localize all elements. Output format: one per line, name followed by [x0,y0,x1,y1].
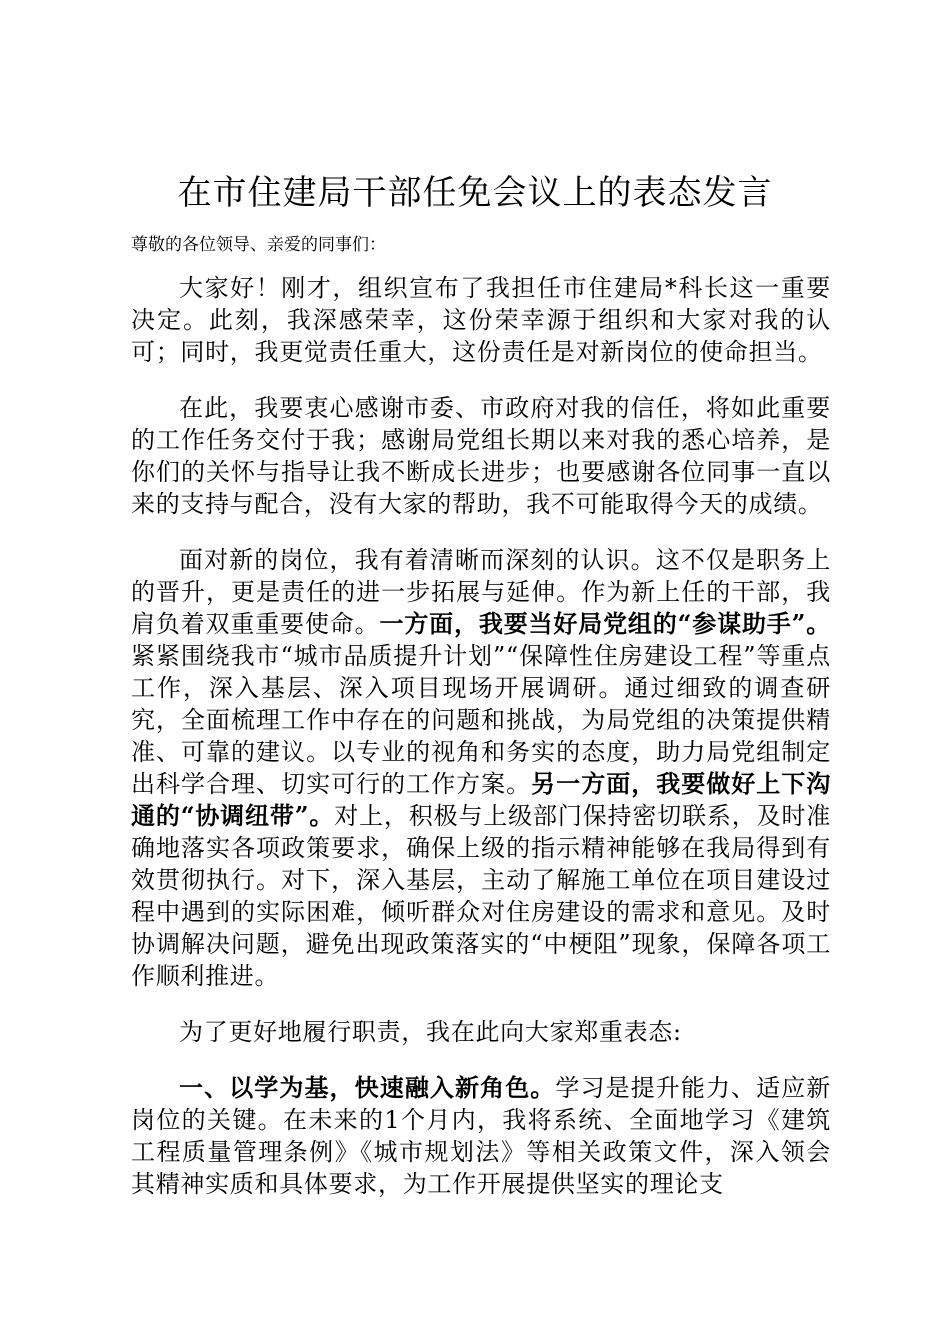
body-paragraph [131,272,831,368]
salutation: 尊敬的各位领导、亲爱的同事们： [131,235,386,255]
paragraph-text: 紧紧围绕我市“城市品质提升计划”“保障性住房建设工程”等重点工作，深入基层、深入项目现场开展调研。通过细致的调查研究，全面梳理工作中存在的问题和挑战，为局党组的决策提供精准、可靠的建议。以专业的视角和务实的态度，助力局党组制定出科学合理、切实可行的工作方案。 [131,642,831,798]
paragraph-text: 学习是提升能力、适应新岗位的关键。在未来的1个月内，我将系统、全面地学习《建筑工程质量管理条例》《城市规划法》等相关政策文件，深入领会其精神实质和具体要求，为工作开展提供坚实的理论支 [131,1074,832,1198]
body-paragraph [131,392,831,520]
document-body [131,272,831,1224]
paragraph-text: 大家好！刚才，组织宣布了我担任市住建局*科长这一重要决定。此刻，我深感荣幸，这份荣幸源于组织和大家对我的认可；同时，我更觉责任重大，这份责任是对新岗位的使命担当。 [131,274,831,366]
paragraph-text: 在此，我要衷心感谢市委、市政府对我的信任，将如此重要的工作任务交付于我；感谢局党组长期以来对我的悉心培养，是你们的关怀与指导让我不断成长进步；也要感谢各位同事一直以来的支持与配合，没有大家的帮助，我不可能取得今天的成绩。 [131,394,831,518]
body-paragraph [131,1016,831,1048]
body-paragraph [131,1072,831,1200]
bold-heading-text: 一方面，我要当好局党组的“参谋助手”。 [379,609,831,638]
bold-heading-text: 另一方面，我要做好上下沟通的“协调纽带”。 [131,769,831,830]
paragraph-text: 为了更好地履行职责，我在此向大家郑重表态: [179,1018,682,1046]
body-paragraph [131,544,831,992]
document-title: 在市住建局干部任免会议上的表态发言 [177,173,773,213]
paragraph-text: 对上，积极与上级部门保持密切联系，及时准确地落实各项政策要求，确保上级的指示精神能够在我局得到有效贯彻执行。对下，深入基层，主动了解施工单位在项目建设过程中遇到的实际困难，倾听群众对住房建设的需求和意见。及时协调解决问题，避免出现政策落实的“中梗阻”现象，保障各项工作顺利推进。 [131,802,832,990]
bold-heading-text: 一、以学为基，快速融入新角色。 [179,1073,556,1102]
paragraph-text: 面对新的岗位，我有着清晰而深刻的认识。这不仅是职务上的晋升，更是责任的进一步拓展与延伸。作为新上任的干部，我肩负着双重重要使命。 [131,546,831,638]
